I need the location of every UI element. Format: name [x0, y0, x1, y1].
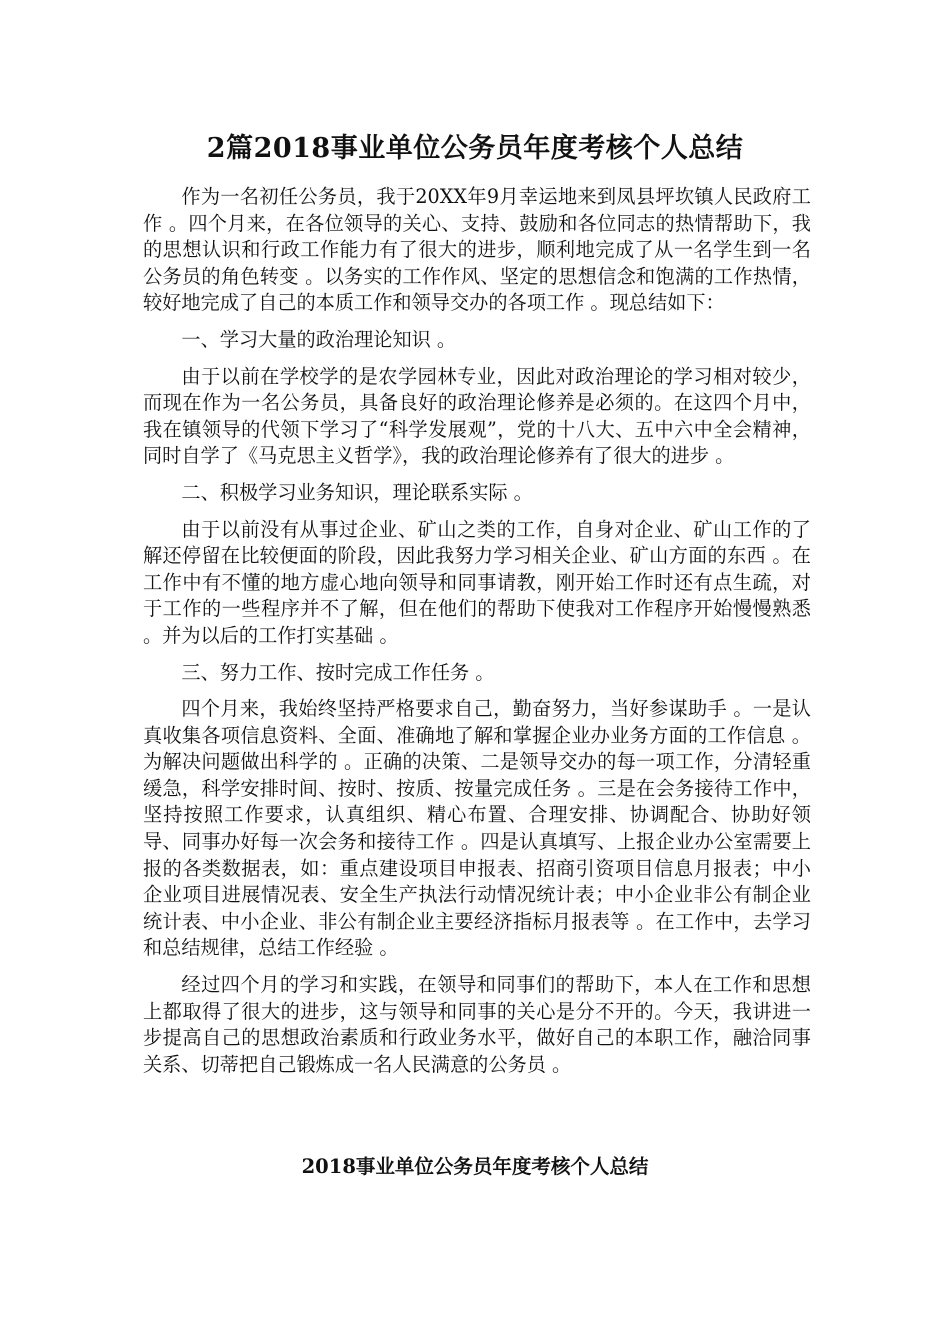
intro-paragraph: 作为一名初任公务员，我于20XX年9月幸运地来到凤县坪坎镇人民政府工作 。四个月来，在各位领导的关心、支持、鼓励和各位同志的热情帮助下，我的思想认识和行政工作能力有了很大的进步，顺利地完成了从一名学生到一名公务员的角色转变 。以务实的工作作风、坚定的思想信念和饱满的工作热情，较好地完成了自己的本质工作和领导交办的各项工作 。现总结如下：	[143, 185, 811, 315]
document-title: 2篇2018事业单位公务员年度考核个人总结	[206, 133, 744, 164]
section-paragraph-2: 由于以前没有从事过企业、矿山之类的工作，自身对企业、矿山工作的了解还停留在比较便面的阶段，因此我努力学习相关企业、矿山方面的东西 。在工作中有不懂的地方虚心地向领导和同事请教，刚开始工作时还有点生疏，对于工作的一些程序并不了解，但在他们的帮助下使我对工作程序开始慢慢熟悉 。并为以后的工作打实基础 。	[143, 517, 811, 647]
section-heading-3: 三、努力工作、按时完成工作任务 。	[181, 660, 495, 684]
document-body	[143, 184, 811, 1088]
section-heading-1: 一、学习大量的政治理论知识 。	[181, 327, 457, 351]
section-heading-2: 二、积极学习业务知识，理论联系实际 。	[181, 480, 533, 504]
second-article-title: 2018事业单位公务员年度考核个人总结	[301, 1155, 649, 1178]
section-paragraph-3: 四个月来，我始终坚持严格要求自己，勤奋努力，当好参谋助手 。一是认真收集各项信息资料、全面、准确地了解和掌握企业办业务方面的工作信息 。为解决问题做出科学的 。正确的决策、二是领导交办的每一项工作，分清轻重缓急，科学安排时间、按时、按质、按量完成任务 。三是在会务接待工作中，坚持按照工作要求，认真组织、精心布置、合理安排、协调配合、协助好领导、同事办好每一次会务和接待工作 。四是认真填写、上报企业办公室需要上报的各类数据表，如：重点建设项目申报表、招商引资项目信息月报表；中小企业项目进展情况表、安全生产执法行动情况统计表；中小企业非公有制企业统计表、中小企业、非公有制企业主要经济指标月报表等 。在工作中，去学习和总结规律，总结工作经验 。	[143, 697, 811, 960]
section-paragraph-1: 由于以前在学校学的是农学园林专业，因此对政治理论的学习相对较少，而现在作为一名公务员，具备良好的政治理论修养是必须的。在这四个月中，我在镇领导的代领下学习了“科学发展观”，党的十八大、五中六中全会精神，同时自学了《马克思主义哲学》，我的政治理论修养有了很大的进步 。	[143, 364, 811, 468]
conclusion-paragraph: 经过四个月的学习和实践，在领导和同事们的帮助下，本人在工作和思想上都取得了很大的进步，这与领导和同事的关心是分不开的。今天，我讲进一步提高自己的思想政治素质和行政业务水平，做好自己的本职工作，融洽同事关系、切蒂把自己锻炼成一名人民满意的公务员 。	[143, 973, 811, 1076]
